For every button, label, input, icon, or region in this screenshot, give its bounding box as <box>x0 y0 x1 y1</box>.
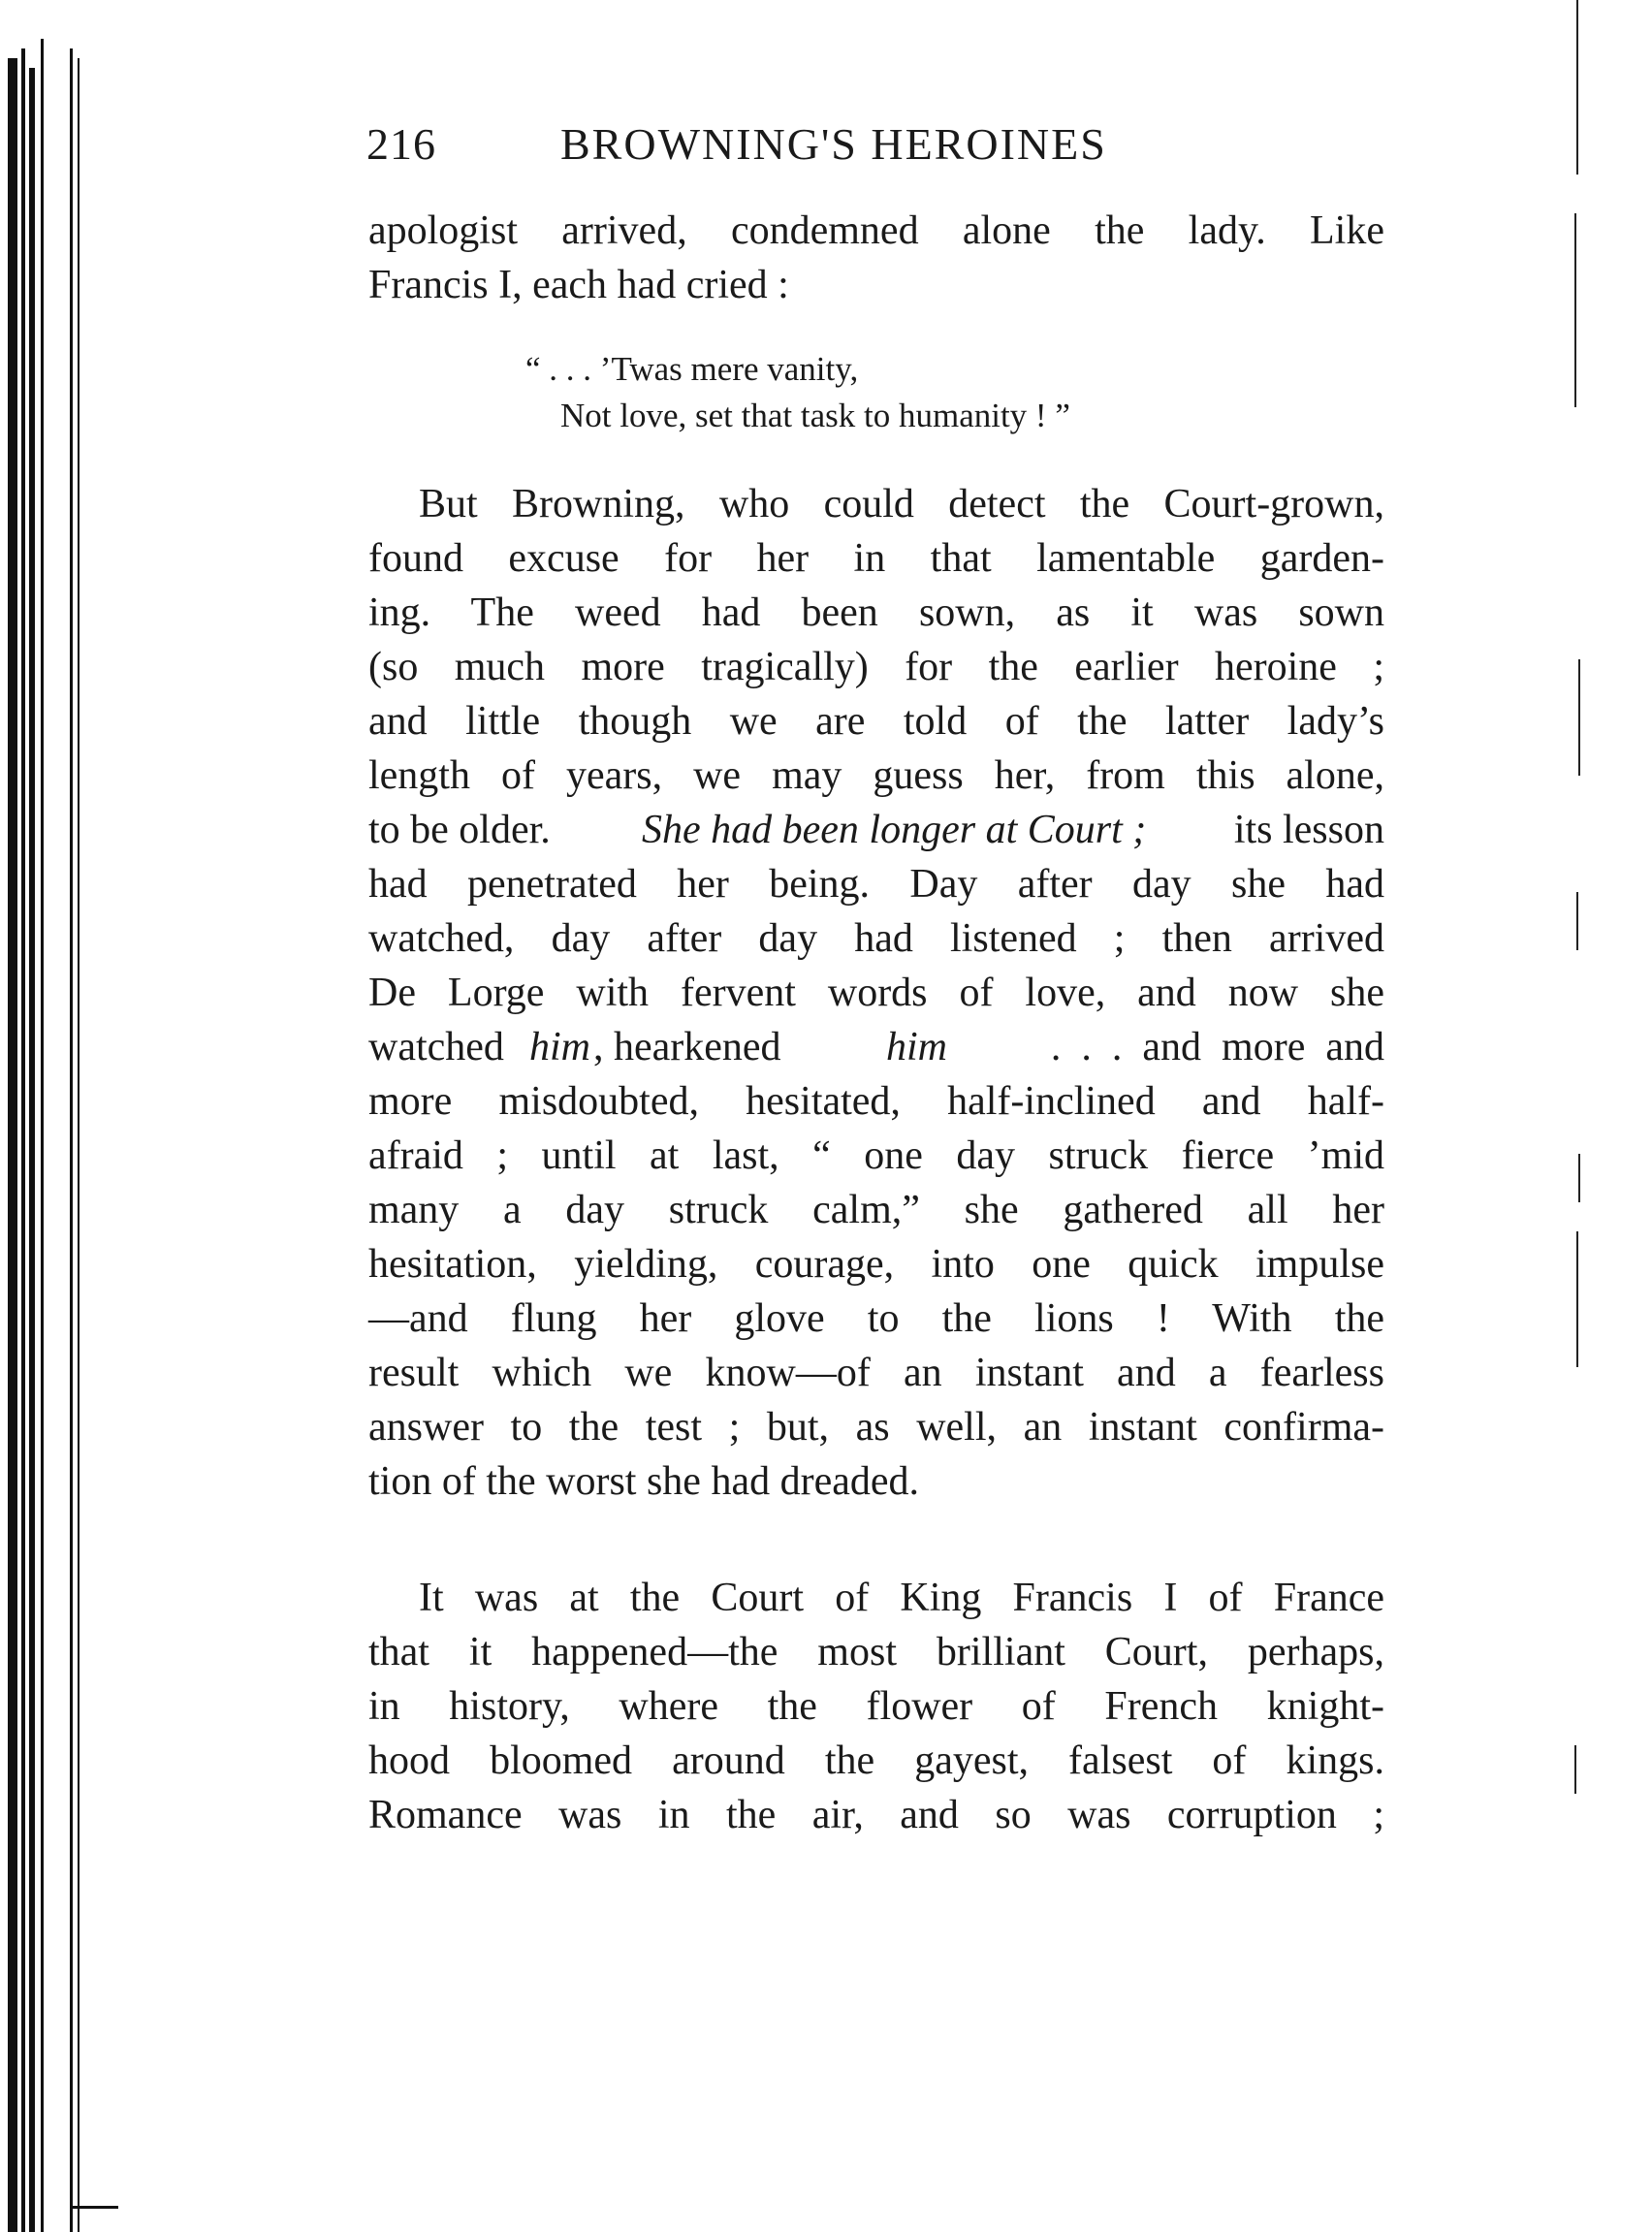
text-line: Francis I, each had cried : <box>368 263 789 307</box>
text-line: found excuse for her in that lamentable garden- <box>368 536 1384 581</box>
text-line: many a day struck calm,” she gathered all her <box>368 1188 1384 1232</box>
italic-phrase: She had been longer at Court ; <box>642 808 1147 852</box>
text-segment: watched <box>368 1025 504 1069</box>
text-line: hood bloomed around the gayest, falsest of kings. <box>368 1738 1384 1783</box>
text-line: (so much more tragically) for the earlier heroine ; <box>368 645 1384 689</box>
text-line: more misdoubted, hesitated, half-inclined and half- <box>368 1079 1384 1124</box>
text-line: and little though we are told of the latter lady’s <box>368 699 1384 744</box>
text-line: Romance was in the air, and so was corruption ; <box>368 1793 1384 1837</box>
text-segment: , hearkened <box>593 1025 781 1069</box>
text-line: De Lorge with fervent words of love, and now she <box>368 971 1384 1015</box>
text-segment: . . . and more and <box>1040 1025 1384 1069</box>
text-line-mixed <box>368 1020 1384 1074</box>
text-line: that it happened—the most brilliant Court, perhaps, <box>368 1630 1384 1674</box>
text-line: —and flung her glove to the lions ! With the <box>368 1296 1384 1341</box>
quotation-line: “ . . . ’Twas mere vanity, <box>525 350 859 388</box>
binding-edge <box>0 39 92 2232</box>
text-line: apologist arrived, condemned alone the lady. Like <box>368 208 1384 253</box>
text-line: had penetrated her being. Day after day she had <box>368 862 1384 907</box>
text-line: It was at the Court of King Francis I of France <box>419 1576 1384 1620</box>
text-line: But Browning, who could detect the Court-grown, <box>419 482 1384 526</box>
quotation-line: Not love, set that task to humanity ! ” <box>560 397 1070 434</box>
text-line: result which we know—of an instant and a fearless <box>368 1351 1384 1395</box>
text-line: watched, day after day had listened ; then arrived <box>368 916 1384 961</box>
right-page-edge <box>1571 0 1590 2232</box>
text-line-mixed <box>368 803 1384 857</box>
text-line: ing. The weed had been sown, as it was sown <box>368 590 1384 635</box>
text-segment: its lesson <box>1233 808 1384 852</box>
text-line: tion of the worst she had dreaded. <box>368 1459 920 1504</box>
italic-word: him <box>529 1025 590 1069</box>
text-line: hesitation, yielding, courage, into one quick impulse <box>368 1242 1384 1287</box>
text-line: answer to the test ; but, as well, an instant confirma- <box>368 1405 1384 1450</box>
running-head <box>366 118 1384 186</box>
page-number: 216 <box>366 119 436 169</box>
text-line: afraid ; until at last, “ one day struck fierce ’mid <box>368 1133 1384 1178</box>
book-title: BROWNING'S HEROINES <box>560 119 1107 169</box>
text-line: length of years, we may guess her, from this alone, <box>368 753 1384 798</box>
text-segment: to be older. <box>368 808 551 852</box>
italic-word: him <box>886 1025 947 1069</box>
text-line: in history, where the flower of French knight- <box>368 1684 1384 1729</box>
